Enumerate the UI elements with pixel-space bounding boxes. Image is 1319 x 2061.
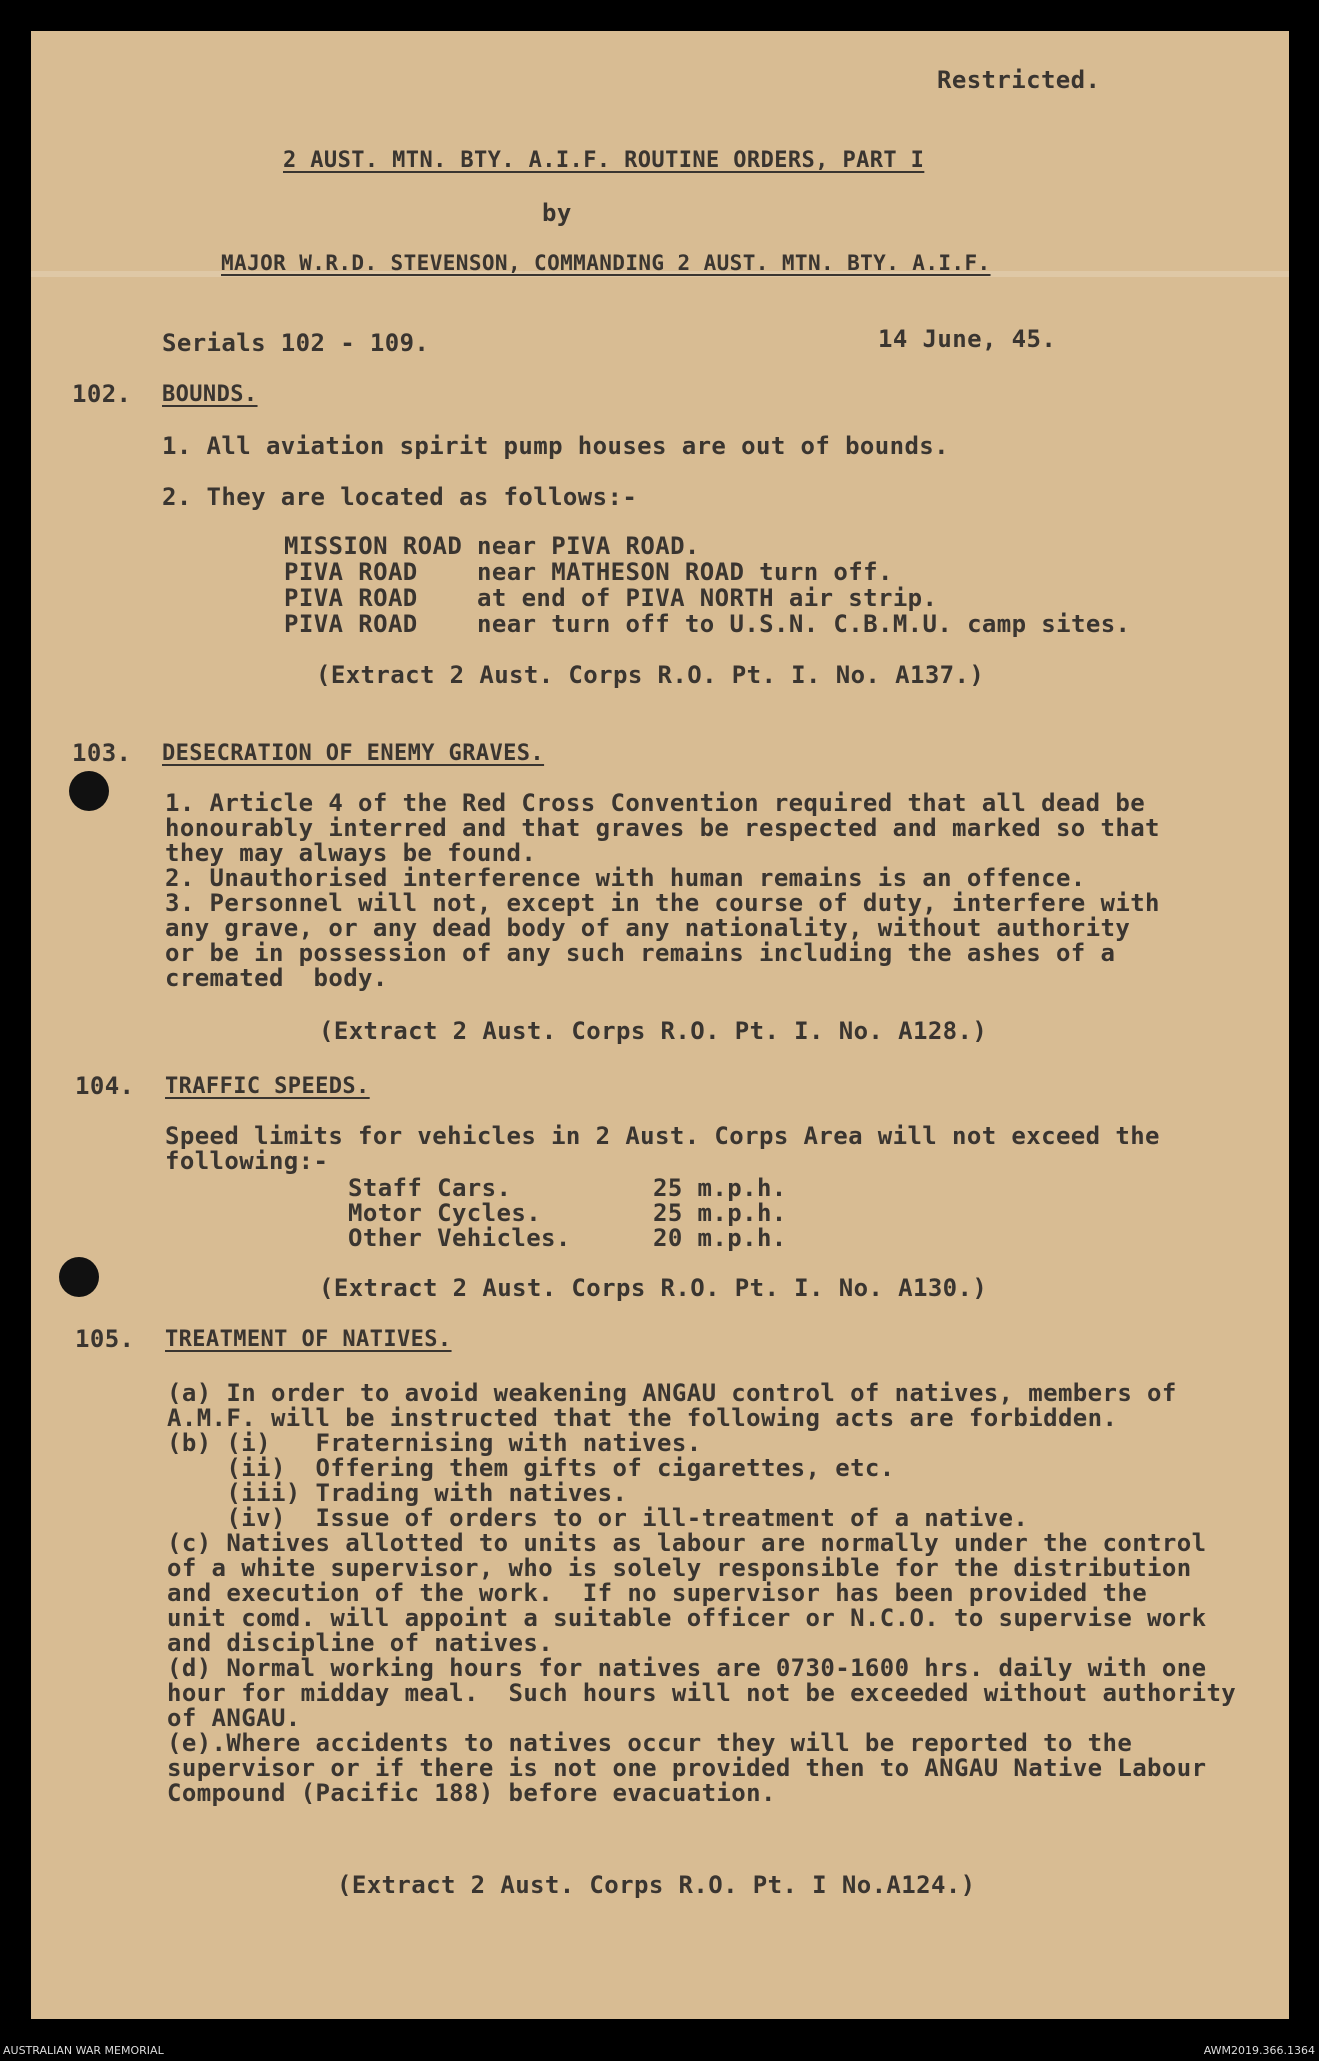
- accession-number: AWM2019.366.1364: [1203, 2044, 1315, 2057]
- document-title: 2 AUST. MTN. BTY. A.I.F. ROUTINE ORDERS, PART I: [283, 148, 925, 173]
- speed-limit: 20 m.p.h.: [653, 1224, 787, 1252]
- section-number-103: 103.: [72, 739, 132, 767]
- natives-line: (iii) Trading with natives.: [167, 1479, 628, 1507]
- document-page: [31, 31, 1289, 2019]
- natives-line: supervisor or if there is not one provided then to ANGAU Native Labour: [167, 1754, 1207, 1782]
- natives-line: and discipline of natives.: [167, 1629, 554, 1657]
- natives-line: of ANGAU.: [167, 1704, 301, 1732]
- speeds-intro-line: Speed limits for vehicles in 2 Aust. Corps Area will not exceed the: [165, 1122, 1160, 1150]
- section-heading-102: BOUNDS.: [162, 382, 258, 407]
- extract-reference: (Extract 2 Aust. Corps R.O. Pt. I No.A124.): [337, 1871, 976, 1899]
- natives-line: of a white supervisor, who is solely responsible for the distribution: [167, 1554, 1192, 1582]
- section-heading-104: TRAFFIC SPEEDS.: [165, 1074, 370, 1099]
- natives-line: hour for midday meal. Such hours will not be exceeded without authority: [167, 1679, 1237, 1707]
- graves-line: 1. Article 4 of the Red Cross Convention required that all dead be: [165, 789, 1146, 817]
- bounds-para-1: 1. All aviation spirit pump houses are out of bounds.: [162, 432, 950, 460]
- graves-line: 3. Personnel will not, except in the course of duty, interfere with: [165, 889, 1160, 917]
- section-heading-105: TREATMENT OF NATIVES.: [165, 1327, 452, 1352]
- graves-line: any grave, or any dead body of any nationality, without authority: [165, 914, 1131, 942]
- vehicle-type: Motor Cycles.: [348, 1199, 542, 1227]
- location-line: PIVA ROAD near turn off to U.S.N. C.B.M.U. camp sites.: [284, 610, 1131, 638]
- vehicle-type: Other Vehicles.: [348, 1224, 571, 1252]
- location-line: PIVA ROAD near MATHESON ROAD turn off.: [284, 558, 893, 586]
- date-line: 14 June, 45.: [878, 325, 1057, 353]
- section-number-104: 104.: [75, 1072, 135, 1100]
- natives-line: Compound (Pacific 188) before evacuation.: [167, 1779, 776, 1807]
- natives-line: (a) In order to avoid weakening ANGAU control of natives, members of: [167, 1379, 1177, 1407]
- classification-label: Restricted.: [937, 66, 1101, 94]
- natives-line: A.M.F. will be instructed that the following acts are forbidden.: [167, 1404, 1118, 1432]
- extract-reference: (Extract 2 Aust. Corps R.O. Pt. I. No. A128.): [319, 1017, 988, 1045]
- by-line: by: [542, 199, 572, 227]
- speed-limit: 25 m.p.h.: [653, 1174, 787, 1202]
- extract-reference: (Extract 2 Aust. Corps R.O. Pt. I. No. A130.): [319, 1274, 988, 1302]
- punch-hole-top: [69, 771, 109, 811]
- location-line: MISSION ROAD near PIVA ROAD.: [284, 532, 700, 560]
- natives-line: (iv) Issue of orders to or ill-treatment of a native.: [167, 1504, 1029, 1532]
- bounds-para-2: 2. They are located as follows:-: [162, 483, 638, 511]
- section-heading-103: DESECRATION OF ENEMY GRAVES.: [162, 741, 545, 766]
- natives-line: (ii) Offering them gifts of cigarettes, etc.: [167, 1454, 895, 1482]
- speed-limit: 25 m.p.h.: [653, 1199, 787, 1227]
- serials-line: Serials 102 - 109.: [162, 329, 430, 357]
- archive-caption: AUSTRALIAN WAR MEMORIAL: [3, 2044, 164, 2057]
- natives-line: (e).Where accidents to natives occur they will be reported to the: [167, 1729, 1133, 1757]
- graves-line: 2. Unauthorised interference with human remains is an offence.: [165, 864, 1086, 892]
- punch-hole-bottom: [59, 1257, 99, 1297]
- extract-reference: (Extract 2 Aust. Corps R.O. Pt. I. No. A137.): [316, 661, 985, 689]
- commander-line: MAJOR W.R.D. STEVENSON, COMMANDING 2 AUST. MTN. BTY. A.I.F.: [221, 251, 991, 275]
- vehicle-type: Staff Cars.: [348, 1174, 512, 1202]
- location-line: PIVA ROAD at end of PIVA NORTH air strip.: [284, 584, 938, 612]
- natives-line: and execution of the work. If no supervisor has been provided the: [167, 1579, 1148, 1607]
- natives-line: (c) Natives allotted to units as labour are normally under the control: [167, 1529, 1207, 1557]
- graves-line: cremated body.: [165, 964, 388, 992]
- graves-line: or be in possession of any such remains including the ashes of a: [165, 939, 1116, 967]
- natives-line: unit comd. will appoint a suitable officer or N.C.O. to supervise work: [167, 1604, 1207, 1632]
- section-number-102: 102.: [72, 380, 132, 408]
- natives-line: (d) Normal working hours for natives are 0730-1600 hrs. daily with one: [167, 1654, 1207, 1682]
- section-number-105: 105.: [75, 1325, 135, 1353]
- natives-line: (b) (i) Fraternising with natives.: [167, 1429, 702, 1457]
- speeds-intro-line: following:-: [165, 1147, 329, 1175]
- graves-line: they may always be found.: [165, 839, 537, 867]
- graves-line: honourably interred and that graves be respected and marked so that: [165, 814, 1160, 842]
